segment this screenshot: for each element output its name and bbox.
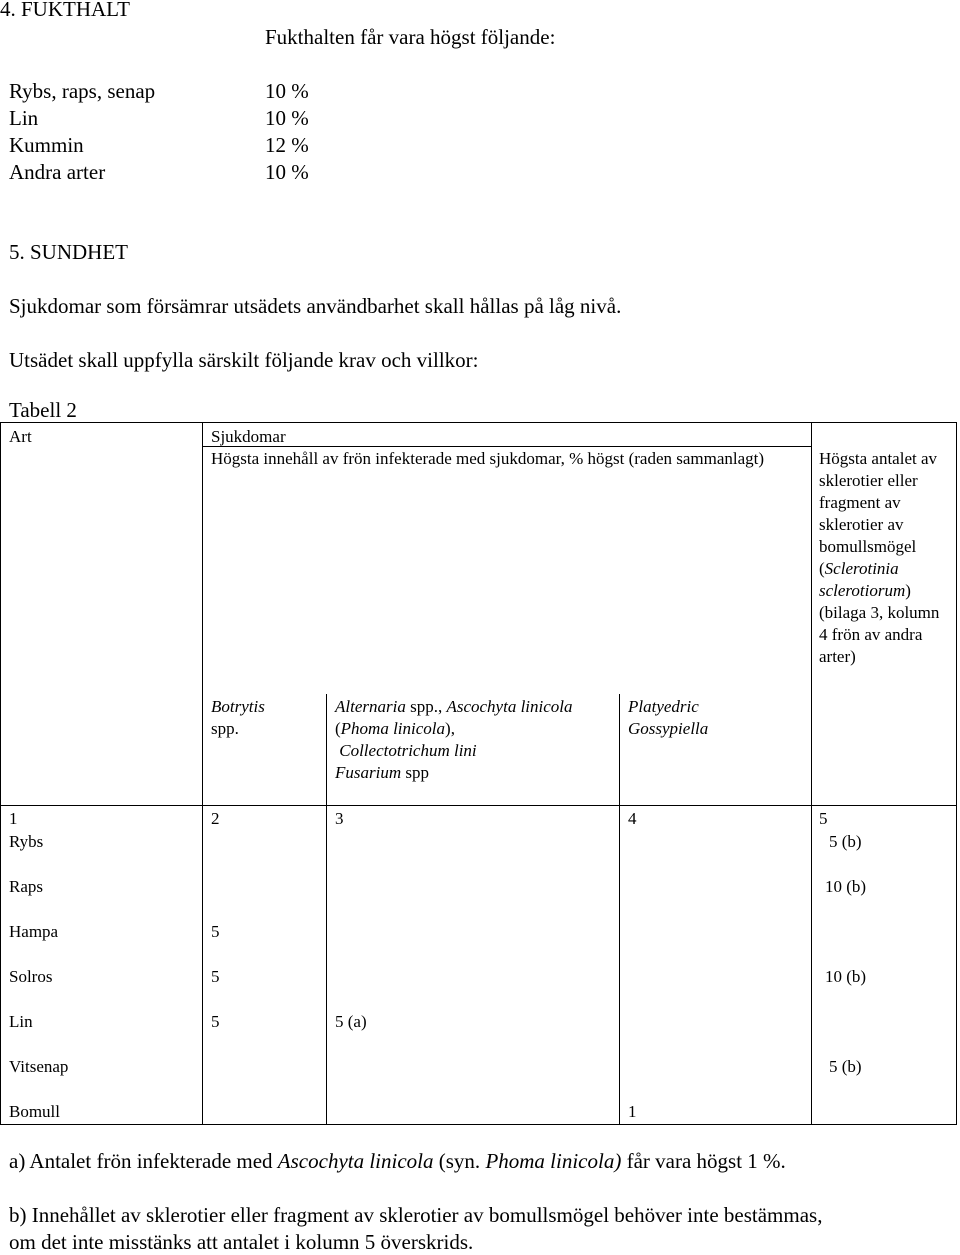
table-rule-sjukdomar (202, 446, 811, 447)
ascochyta-species: Ascochyta linicola (446, 697, 573, 716)
gossypiella-word: Gossypiella (628, 719, 709, 738)
table-rule-col-2 (326, 694, 327, 1125)
row-rybs-c5: 5 (b) (829, 832, 862, 851)
header-art: Art (9, 427, 32, 446)
fusarium-genus: Fusarium (335, 763, 402, 782)
alternaria-spp: spp., (405, 697, 447, 716)
footnote-a-text-1: a) Antalet frön infekterade med (9, 1149, 278, 1173)
section-5-heading: 5. SUNDHET (9, 240, 128, 264)
row-lin-c3: 5 (a) (335, 1012, 367, 1031)
moisture-crop-1: Rybs, raps, senap (9, 79, 156, 103)
row-solros-c5: 10 (b) (825, 967, 867, 986)
subheader-botrytis (211, 696, 265, 740)
row-bomull-art: Bomull (9, 1102, 61, 1121)
header-hogsta-innehall: Högsta innehåll av frön infekterade med sjukdomar, % högst (raden sammanlagt) (211, 449, 765, 468)
moisture-value-1: 10 % (265, 79, 309, 103)
moisture-value-2: 10 % (265, 106, 309, 130)
moisture-intro: Fukthalten får vara högst följande: (265, 25, 556, 49)
section-5-para-1: Sjukdomar som försämrar utsädets användbarhet skall hållas på låg nivå. (9, 294, 622, 318)
row-solros-art: Solros (9, 967, 53, 986)
moisture-value-3: 12 % (265, 133, 309, 157)
botrytis-spp: spp. (211, 719, 239, 738)
column-number-4: 4 (628, 809, 637, 828)
platyedric-word: Platyedric (628, 697, 699, 716)
table-rule-column-numbers (0, 805, 957, 806)
column-number-1: 1 (9, 809, 18, 828)
section-5-para-2: Utsädet skall uppfylla särskilt följande krav och villkor: (9, 348, 479, 372)
phoma-close-paren: ), (445, 719, 455, 738)
collectotrichum-species: Collectotrichum lini (339, 741, 477, 760)
header-sjukdomar: Sjukdomar (211, 427, 286, 446)
phoma-species: Phoma linicola (340, 719, 446, 738)
subheader-alternaria (335, 696, 573, 784)
subheader-platyedric (628, 696, 708, 740)
row-vitsenap-art: Vitsenap (9, 1057, 69, 1076)
row-lin-art: Lin (9, 1012, 33, 1031)
moisture-value-4: 10 % (265, 160, 309, 184)
header-sklerotier-text-2: ) (bilaga 3, kolumn 4 frön av andra arter) (819, 581, 940, 666)
row-hampa-art: Hampa (9, 922, 59, 941)
column-number-2: 2 (211, 809, 220, 828)
row-vitsenap-c5: 5 (b) (829, 1057, 862, 1076)
row-lin-c2: 5 (211, 1012, 220, 1031)
column-number-3: 3 (335, 809, 344, 828)
table-rule-col-4 (811, 422, 812, 1125)
row-raps-c5: 10 (b) (825, 877, 867, 896)
phoma-open-paren: ( (335, 719, 341, 738)
row-bomull-c4: 1 (628, 1102, 637, 1121)
footnote-a (9, 1149, 786, 1174)
footnote-a-ascochyta: Ascochyta linicola (277, 1149, 434, 1173)
table-rule-col-3 (619, 694, 620, 1125)
footnote-b-line-1: b) Innehållet av sklerotier eller fragment av sklerotier av bomullsmögel behöver inte bestämmas, (9, 1203, 823, 1227)
row-rybs-art: Rybs (9, 832, 44, 851)
section-4-heading: 4. FUKTHALT (0, 0, 130, 21)
row-solros-c2: 5 (211, 967, 220, 986)
footnote-a-text-3: får vara högst 1 %. (621, 1149, 786, 1173)
footnote-a-phoma: Phoma linicola) (485, 1149, 622, 1173)
table-rule-col-1 (202, 422, 203, 1125)
header-sklerotier-species: Sclerotinia sclerotiorum (819, 559, 906, 600)
row-hampa-c2: 5 (211, 922, 220, 941)
column-number-5: 5 (819, 809, 828, 828)
moisture-crop-2: Lin (9, 106, 39, 130)
header-sklerotier-text-1: Högsta antalet av sklerotier eller fragment av sklerotier av bomullsmögel ( (819, 449, 938, 578)
moisture-crop-4: Andra arter (9, 160, 106, 184)
fusarium-spp: spp (401, 763, 429, 782)
row-raps-art: Raps (9, 877, 43, 896)
alternaria-genus: Alternaria (335, 697, 406, 716)
moisture-crop-3: Kummin (9, 133, 84, 157)
table-caption: Tabell 2 (9, 398, 77, 422)
footnote-a-text-2: (syn. (433, 1149, 486, 1173)
botrytis-genus: Botrytis (211, 697, 265, 716)
footnote-b-line-2: om det inte misstänks att antalet i kolumn 5 överskrids. (9, 1230, 474, 1254)
header-sklerotier (819, 448, 951, 668)
